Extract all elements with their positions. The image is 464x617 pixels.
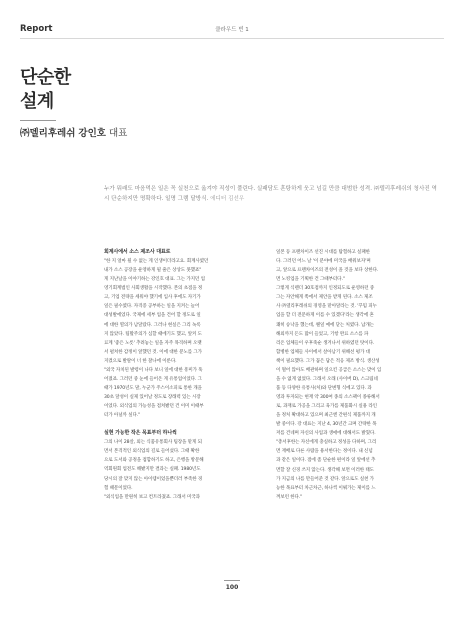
body-line: 과 같은 일이다. 점에 좀 단순한 편이라 일 앞에선 추 [276,458,376,464]
body-line: 영과 투자되는 현재 약 300여 종의 소스팩이 종류해서 [276,395,380,400]
issue-label: 클라우드 빈 1 [215,27,249,33]
body-line: 능한 목표부터 차근차근, 하나씩 이뤄가는 제이를 느 [276,485,376,491]
body-line: 면 재배로 다른 사람을 용서한다는 정이다. 내 신념 [276,449,373,455]
body-line: 그렇게 식렌더 30호점까지 인정되도로 운영하던 중 [276,286,375,292]
body-line: "한 지 얼마 될 수 없는 게 인생이더라고요. 회계사였던 [104,259,209,265]
byline-role: 대표 [108,128,128,139]
body-line: 사 ㈜델리후레쉬의 경영을 맡아달라는 것. '꾸밈 피누 [276,304,377,310]
body-line: 면 노킹업을 기획한 건 그때부터다." [276,277,345,283]
body-line: 면서 본격적인 외식업의 길로 들어섰다. 그때 확한 [104,449,200,455]
body-line: 저를 건네며 자신의 사업과 생애에 대해서도 밝혔다. [276,431,376,437]
byline-company: ㈜델리후레쉬 [20,128,76,139]
lead-credit: 에디터 김선우 [210,195,245,202]
body-line: 면할 잘 신경 쓰지 않는다. 생각해 보면 이러한 태도 [276,467,374,473]
body-line: 영기회계법인 사회생활을 시작했다. 본의 초점을 정 [104,286,203,292]
section-heading: 회계사에서 소스 제조사 대표로 [104,249,171,255]
title-underline [20,120,56,121]
byline-name: 강인호 [78,128,106,139]
section-label: Report [20,24,53,34]
header-divider [20,38,444,39]
body-line: 쾌히 승낙을 했는데, 웬일 예에 닫는 처였다. 납개는 [276,322,374,328]
body-line: 고, 앞으로 프랜차이즈의 전성이 올 것을 보다 상한다. [276,268,379,274]
lead-text: 누가 뭐래도 마음먹은 일은 꼭 실천으로 옮겨야 직성이 풀린다. 실패담도 혼탕하게 웃고 넘길 만큼 대범한 성격. ㈜델리후레쉬의 청사진 역시 단순하지만 명확하다. 일명 그램 달방식. [104,186,437,202]
body-line: 지 않았다. 팀활주의가 심할 때에기도 했고, 앞커 도 [104,331,202,337]
title-line-2: 설계 [20,91,54,112]
article-title [20,66,71,114]
body-line: 때가 1970년도 말, 누군가 주스이소피로 통한 개을 [104,385,202,391]
body-line: 에 대한 열의가 남달랐다. 그러나 현실은 그리 녹록 [104,322,201,328]
body-line: 해외까지 돈도 많이 들었고, 기항 완료 소스를 파 [276,331,369,337]
byline [20,125,127,139]
page-number: 100 [225,584,239,591]
body-line: 어졌죠. 그러던 중 눈에 들어온 게 유통업이었다. 그 [104,376,202,382]
body-line: 이었다. 외식업의 가능성을 점쳐봤던 건 이미 이때부 [104,404,204,410]
section-heading: 실현 가능한 작은 목표부터 하나씩 [104,430,177,437]
body-line: 을 수 없게 없었다. 그래서 오래 (사이버 D), 스크림네 [276,376,378,382]
body-line: 그의 나이 28살, 외는 식품유통회사 팀장을 맡게 되 [104,440,202,446]
body-line: 합병한 업체들 사이에서 살아남기 위해선 평가 대 [276,349,370,355]
body-line: 으로 도서와 공정을 접합하기도 하고, 은행을 방문해 [104,458,204,464]
body-line: "총서후한는 자신에게 충실하고 정성을 다하며, 그리 [276,440,377,446]
body-line: "외국 자치된 발령이 나다 보니 일에 대한 흥미가 뚝 [104,367,203,373]
body-line: 30초 달성이 실제 있어날 정도로 장래력 있는 시장 [104,395,201,400]
body-line: 게 지난날을 이야기하는 강인호 대표. 그는 가지던 업 [104,277,205,283]
body-line: 터가 아닐까 싶다." [104,413,141,419]
body-line: "외식업을 만원히 보고 컨트라쳤죠. 그래서 미국과 [104,494,200,500]
body-line: 다. 그러던 어느 날 '이 분야에 미국을 배워보자'며 [276,259,371,265]
body-line: 책이 필요했다. 그가 꼽은 답은 적응 제조 방식. 생산성 [276,358,380,364]
body-line: 발 중이다. 강 대표는 지난 4, 30년간 크며 간략한 목 [276,422,377,428]
body-line: 업을 할 더 전문하게 이를 수 있겠다'라는 생각에 흔 [276,313,374,319]
body-line: 로, 과재로 가공을 그리고 육가를 제품화시 실용 라인 [276,404,377,410]
lead-paragraph [104,185,440,204]
body-line: 리온 업체들이 우후죽순 생겨나서 위하였던 탓이다. [276,340,375,346]
paragraph-gap [104,420,272,429]
body-line: 고, 기업 전략을 세워야 했기에 입사 후에도 자기가 [104,295,201,301]
body-line: 대성발에었다. 국제에 세부 업을 건어 할 정도로 일 [104,313,201,319]
body-column-left [104,248,272,502]
body-line: 그는 자안해게 쪽에서 제안을 받게 된다. 소스 제조 [276,295,373,301]
body-line: 이 떨어 않아도 배관하며 일으킨 공급은 소스는 맞이 입 [276,367,382,373]
body-line: 을 정처 확대하고 있으며 최근엔 간편식 제품까지 개 [276,413,376,419]
body-line: 품 등 다양한 유통사(처)와 단변형 식에고 있다. 과 [276,385,372,391]
footer-divider [224,580,240,581]
body-line: 내가 소스 공장을 운영하게 될 줄은 상상도 못했죠" [104,268,202,274]
body-line: 일본 등 프랜차이즈 선진 시대를 탐험하고 실패한 [276,250,370,255]
body-line: 지켰으로 발랄이 너 한 찰나에 이룬다. [104,358,177,364]
body-line: 일은 필수였다. 자격증 공부하는 일을 지켜는 늘어 [104,304,200,310]
body-line: 료계 '좋은 노릇' 추려놓는 일을 자주 목격하며 오랫 [104,340,202,346]
body-line: 가 지금의 나를 만들어준 것 같다. 앞으로도 실천 가 [276,476,374,482]
body-line: 껴보런 한다." [276,494,303,500]
body-line: 험 때문이었다. [104,485,133,491]
body-column-right [276,248,444,502]
body-line: 역회원회 업전도 해봤지만 결과는 실패. 1980년도 [104,467,201,473]
title-line-1: 단순한 [20,67,71,88]
body-line: 당시의 잘 맞지 않는 아이템이었을뿐더러 부족한 경 [104,476,203,482]
body-line: 서 펼쳐한 감정이 앞했던 것. 이에 대한 분노를 그가 [104,349,202,355]
